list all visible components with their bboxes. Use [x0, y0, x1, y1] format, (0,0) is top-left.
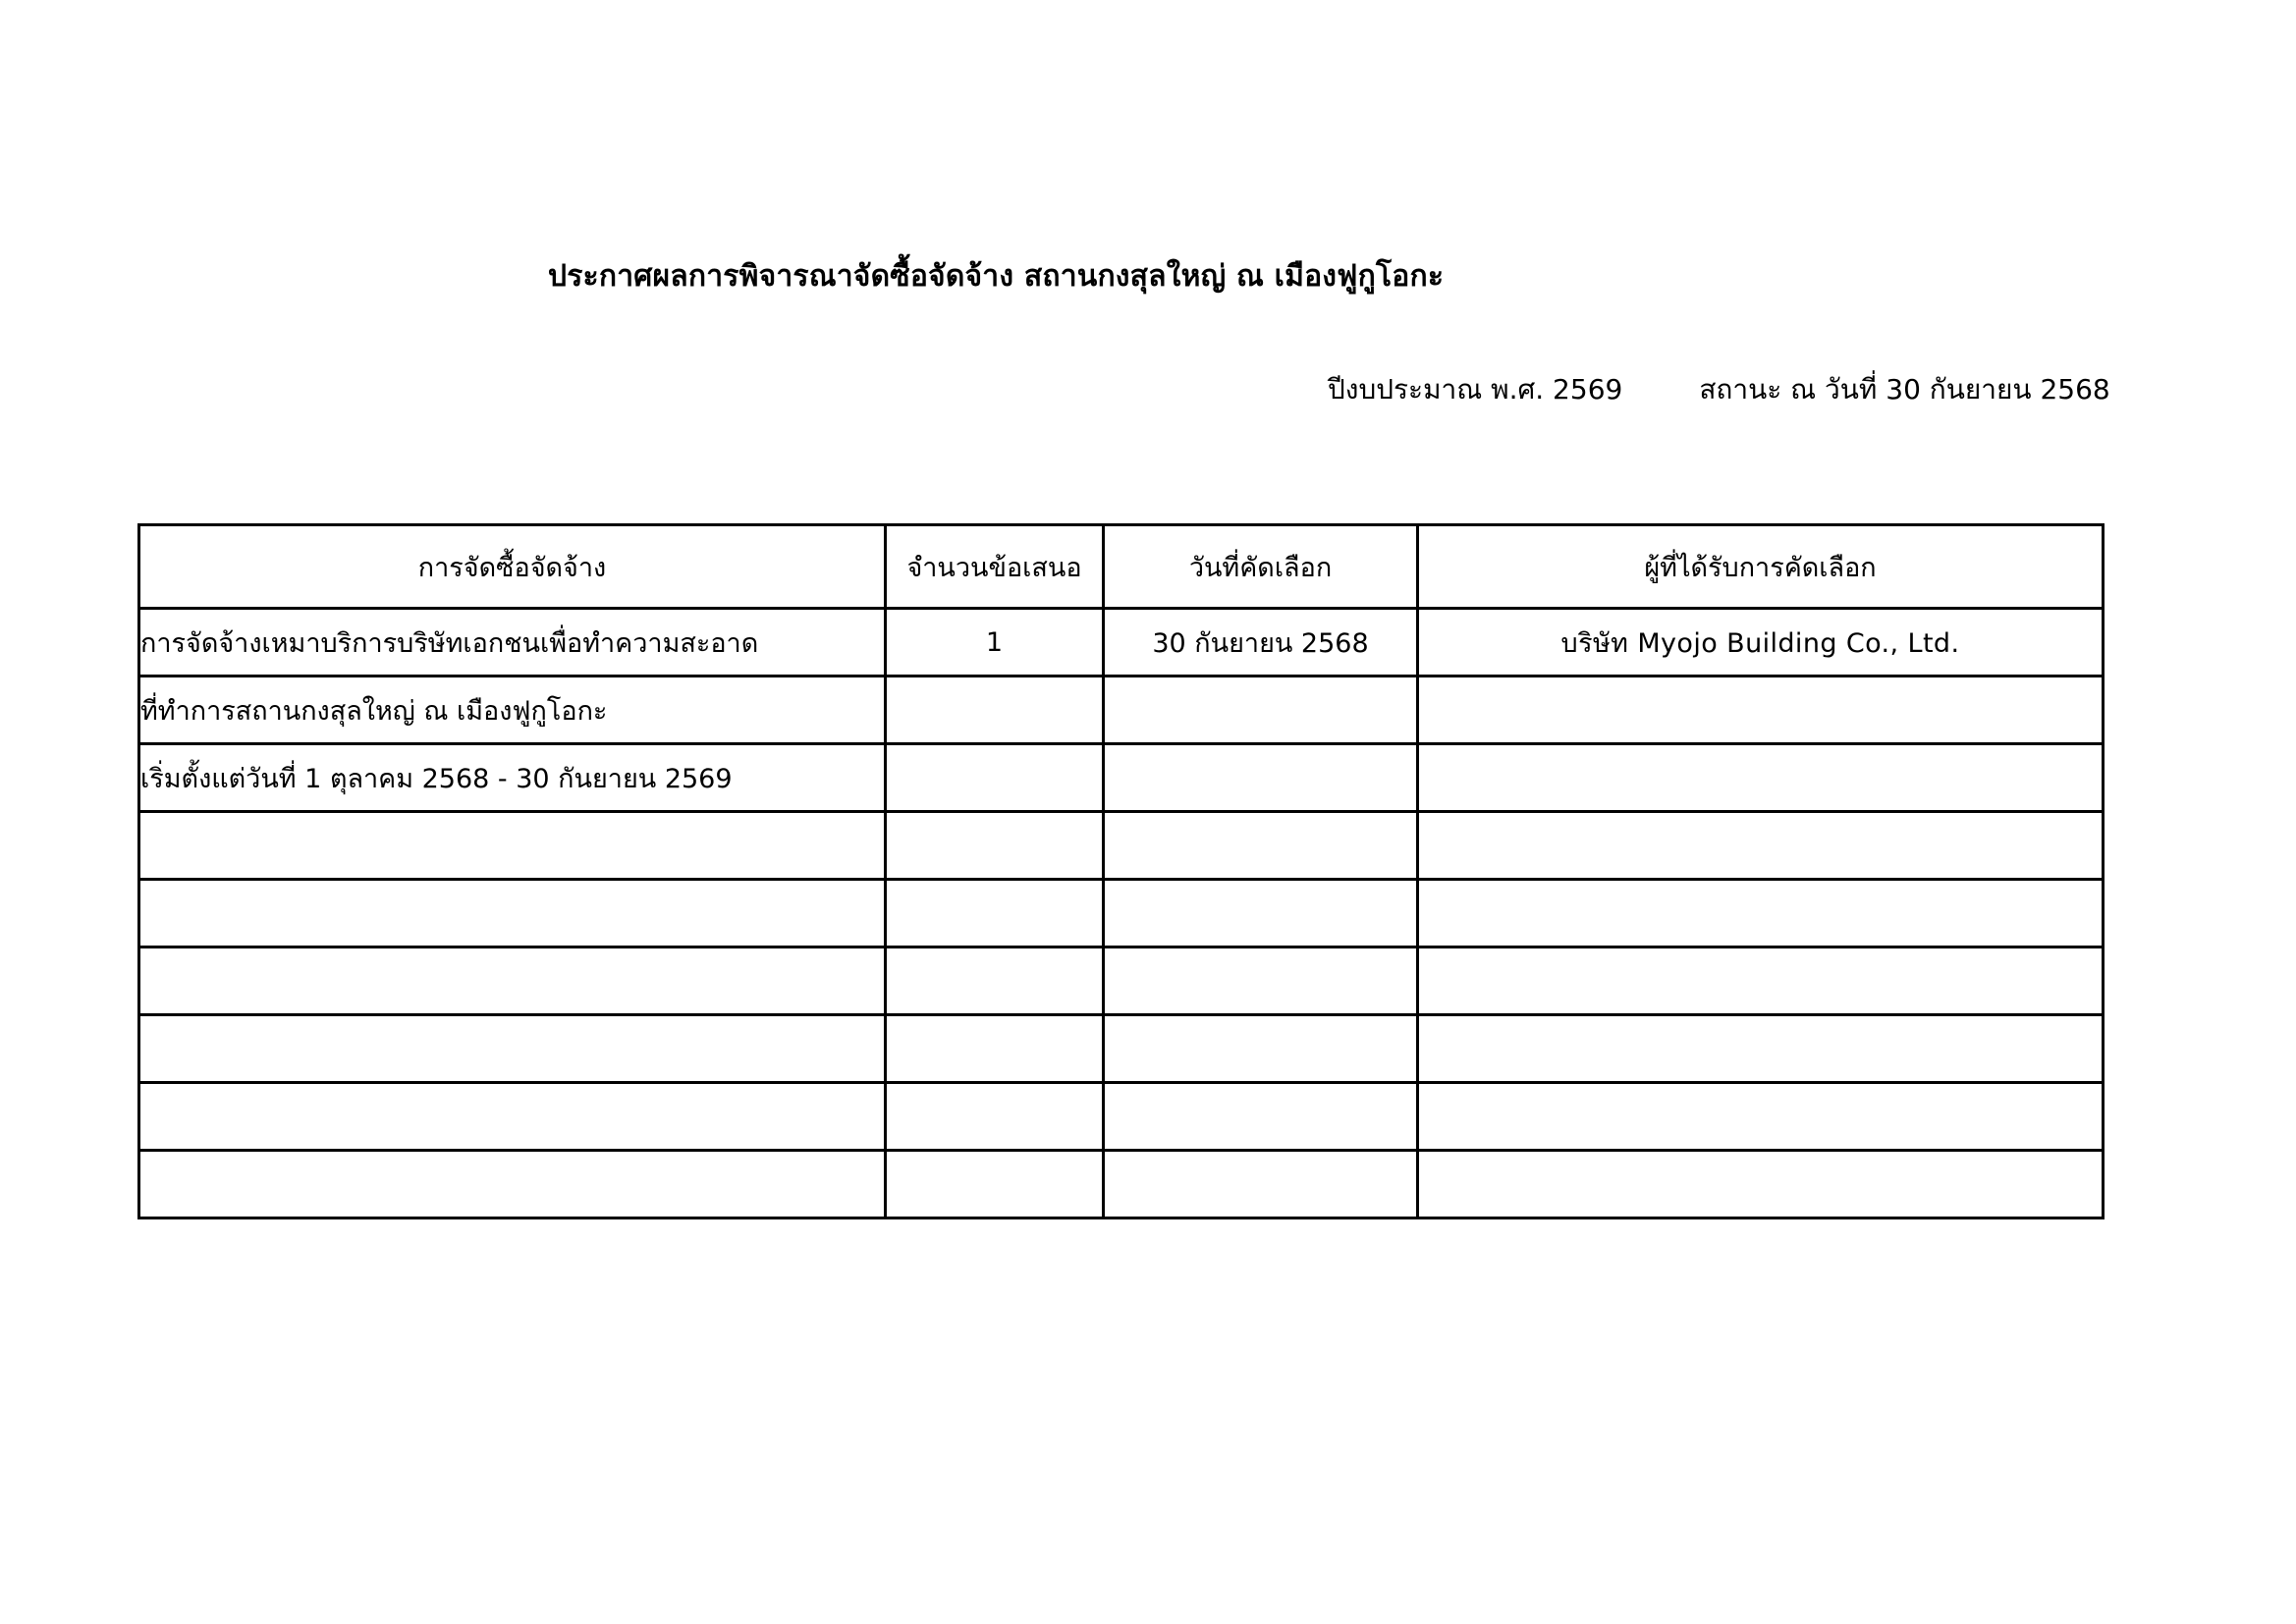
cell-procurement: เริ่มตั้งแต่วันที่ 1 ตุลาคม 2568 - 30 กันยายน 2569	[139, 744, 886, 812]
table-row	[139, 880, 2104, 947]
status-date-label: สถานะ ณ วันที่ 30 กันยายน 2568	[1699, 373, 2110, 406]
cell-procurement: ที่ทำการสถานกงสุลใหญ่ ณ เมืองฟูกูโอกะ	[139, 677, 886, 744]
column-header-winner: ผู้ที่ได้รับการคัดเลือก	[1418, 525, 2104, 609]
column-header-selection-date: วันที่คัดเลือก	[1104, 525, 1418, 609]
page-title: ประกาศผลการพิจารณาจัดซื้อจัดจ้าง สถานกงสุลใหญ่ ณ เมืองฟูกูโอกะ	[548, 259, 1445, 294]
cell-selection-date	[1104, 947, 1418, 1015]
cell-proposals: 1	[886, 609, 1104, 677]
cell-proposals	[886, 1151, 1104, 1218]
cell-winner: บริษัท Myojo Building Co., Ltd.	[1418, 609, 2104, 677]
cell-selection-date	[1104, 677, 1418, 744]
cell-winner	[1418, 812, 2104, 880]
column-header-proposals: จำนวนข้อเสนอ	[886, 525, 1104, 609]
cell-selection-date	[1104, 1015, 1418, 1083]
cell-procurement	[139, 880, 886, 947]
document-meta	[1328, 368, 2110, 411]
cell-selection-date: 30 กันยายน 2568	[1104, 609, 1418, 677]
table-header-row	[139, 525, 2104, 609]
cell-procurement	[139, 812, 886, 880]
table-row	[139, 609, 2104, 677]
cell-selection-date	[1104, 744, 1418, 812]
cell-winner	[1418, 677, 2104, 744]
cell-procurement	[139, 1015, 886, 1083]
cell-selection-date	[1104, 1151, 1418, 1218]
cell-proposals	[886, 677, 1104, 744]
cell-proposals	[886, 947, 1104, 1015]
cell-procurement	[139, 947, 886, 1015]
cell-procurement	[139, 1151, 886, 1218]
table-row	[139, 812, 2104, 880]
cell-proposals	[886, 744, 1104, 812]
table-row	[139, 1015, 2104, 1083]
cell-selection-date	[1104, 1083, 1418, 1151]
table-row	[139, 1151, 2104, 1218]
cell-proposals	[886, 1083, 1104, 1151]
table-row	[139, 677, 2104, 744]
table-row	[139, 947, 2104, 1015]
fiscal-year-label: ปีงบประมาณ พ.ศ. 2569	[1328, 373, 1623, 406]
table-row	[139, 744, 2104, 812]
table-row	[139, 1083, 2104, 1151]
cell-winner	[1418, 947, 2104, 1015]
column-header-procurement: การจัดซื้อจัดจ้าง	[139, 525, 886, 609]
procurement-results-table	[137, 523, 2105, 1219]
cell-selection-date	[1104, 812, 1418, 880]
cell-procurement: การจัดจ้างเหมาบริการบริษัทเอกชนเพื่อทำความสะอาด	[139, 609, 886, 677]
cell-proposals	[886, 812, 1104, 880]
cell-winner	[1418, 880, 2104, 947]
cell-selection-date	[1104, 880, 1418, 947]
cell-procurement	[139, 1083, 886, 1151]
cell-winner	[1418, 1083, 2104, 1151]
cell-winner	[1418, 744, 2104, 812]
cell-winner	[1418, 1015, 2104, 1083]
cell-winner	[1418, 1151, 2104, 1218]
cell-proposals	[886, 1015, 1104, 1083]
cell-proposals	[886, 880, 1104, 947]
